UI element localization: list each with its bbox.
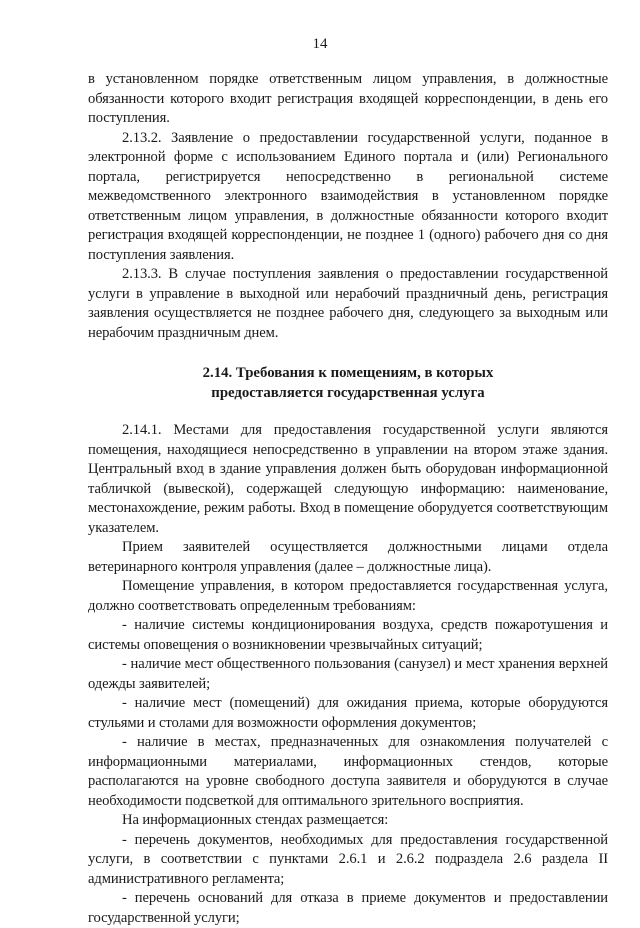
paragraph: 2.13.3. В случае поступления заявления о предоставлении государственной услуги в управление в выходной или нерабочий праздничный день, регистрация заявления осуществляется не позднее рабочего дня, следующего за выходным или нерабочим праздничным днем. [88, 266, 608, 341]
section-heading-line-2: предоставляется государственная услуга [211, 385, 485, 401]
section-heading [88, 363, 608, 403]
paragraph: Прием заявителей осуществляется должностными лицами отдела ветеринарного контроля управления (далее – должностные лица). [88, 539, 608, 575]
paragraph: 2.13.2. Заявление о предоставлении государственной услуги, поданное в электронной форме с использованием Единого портала и (или) Регионального портала, регистрируется непосредственно в региональной системе межведомственного электронного взаимодействия в установленном порядке ответственным лицом управления, в должностные обязанности которого входит регистрация входящей корреспонденции, не позднее 1 (одного) рабочего дня со дня поступления заявления. [88, 129, 608, 263]
spacer [88, 343, 608, 363]
page-number: 14 [312, 36, 328, 52]
list-item: - наличие мест общественного пользования (санузел) и мест хранения верхней одежды заявителей; [88, 656, 608, 692]
paragraph: На информационных стендах размещается: [122, 812, 389, 828]
list-item: - перечень документов, необходимых для предоставления государственной услуги, в соответствии с пунктами 2.6.1 и 2.6.2 подраздела 2.6 раздела II административного регламента; [88, 831, 608, 887]
section-heading-line-1: 2.14. Требования к помещениям, в которых [202, 365, 494, 381]
list-item: - наличие системы кондиционирования воздуха, средств пожаротушения и системы оповещения о возникновении чрезвычайных ситуаций; [88, 617, 608, 653]
list-item: - наличие мест (помещений) для ожидания приема, которые оборудуются стульями и столами для возможности оформления документов; [88, 695, 608, 731]
document-body [88, 70, 608, 928]
paragraph: Помещение управления, в котором предоставляется государственная услуга, должно соответствовать определенным требованиям: [88, 578, 608, 614]
list-item: - наличие в местах, предназначенных для ознакомления получателей с информационными материалами, информационных стендов, которые располагаются на уровне свободного доступа заявителя и оборудуются в случае необходимости подсветкой для оптимального зрительного восприятия. [88, 734, 608, 809]
list-item: - перечень оснований для отказа в приеме документов и предоставлении государственной услуги; [88, 890, 608, 926]
paragraph: 2.14.1. Местами для предоставления государственной услуги являются помещения, находящиеся непосредственно в управлении на втором этаже здания. Центральный вход в здание управления должен быть оборудован информационной табличкой (вывеской), содержащей следующую информацию: наименование, местонахождение, режим работы. Вход в помещение оборудуется соответствующим указателем. [88, 422, 608, 536]
paragraph: в установленном порядке ответственным лицом управления, в должностные обязанности которого входит регистрация входящей корреспонденции, в день его поступления. [88, 71, 608, 126]
